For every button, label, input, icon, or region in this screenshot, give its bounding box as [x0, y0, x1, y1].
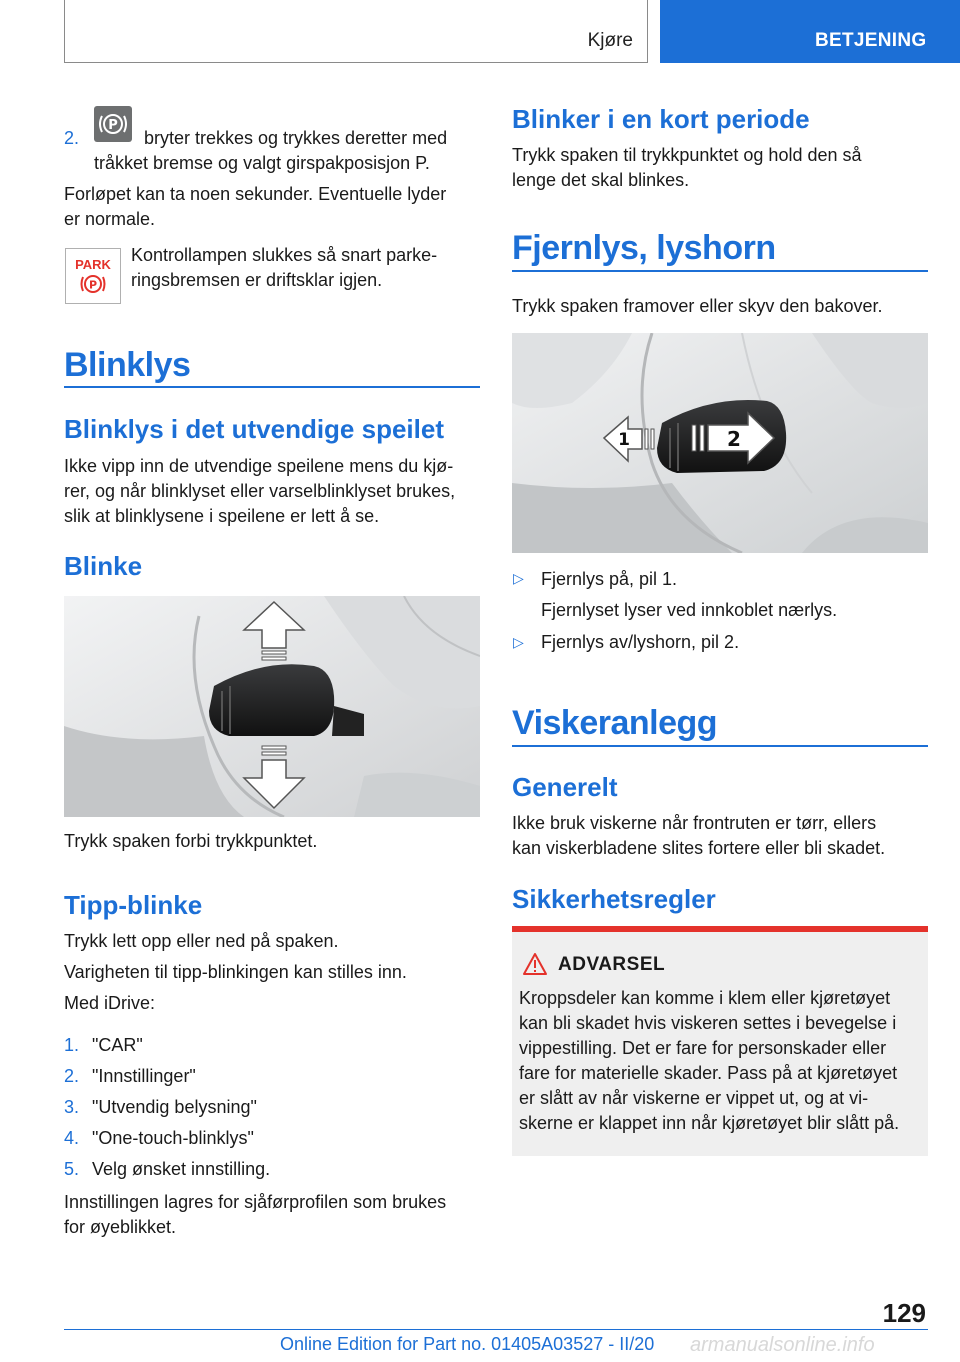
mirror-text-line3: slik at blinklysene i speilene er lett å se.	[64, 506, 380, 526]
warning-line: kan bli skadet hvis viskeren settes i bevegelse i	[519, 1013, 897, 1033]
short-line2: lenge det skal blinkes.	[512, 170, 690, 190]
list-item-text: "One-touch-blinklys"	[92, 1128, 254, 1148]
heading-rule	[64, 386, 480, 388]
watermark: armanualsonline.info	[690, 1334, 875, 1356]
header-chapter-tab[interactable]	[660, 0, 960, 63]
park-text-line2: ringsbremsen er driftsklar igjen.	[131, 270, 383, 290]
park-text-line1: Kontrollampen slukkes så snart parke‐	[131, 245, 438, 265]
heading-rule	[512, 270, 928, 272]
tipp-line2: Varigheten til tipp-blinkingen kan stilles inn.	[64, 962, 407, 982]
bullet-triangle-icon: ▷	[513, 570, 524, 586]
footer-rule	[64, 1329, 928, 1330]
list-item-text: "CAR"	[92, 1035, 143, 1055]
park-indicator-icon	[65, 248, 121, 304]
warning-line: vippestilling. Det er fare for personskader eller	[519, 1038, 887, 1058]
heading-fjernlys: Fjernlys, lyshorn	[512, 229, 776, 267]
bullet-1-subtext: Fjernlyset lyser ved innkoblet nærlys.	[541, 600, 838, 620]
step-2-number: 2.	[64, 128, 80, 148]
list-item-text: Velg ønsket innstilling.	[92, 1159, 271, 1179]
list-item-number: 2.	[64, 1066, 80, 1086]
arrow-2-label: 2	[727, 427, 741, 451]
warning-bar	[512, 926, 928, 932]
mirror-text-line1: Ikke vipp inn de utvendige speilene mens du kjø‐	[64, 456, 454, 476]
header-section-label: Kjøre	[587, 30, 633, 51]
footer-edition: Online Edition for Part no. 01405A03527 - II/20	[280, 1334, 655, 1354]
list-item-number: 1.	[64, 1035, 80, 1055]
svg-text:P: P	[88, 278, 98, 292]
note-line1: Forløpet kan ta noen sekunder. Eventuelle lyder	[64, 184, 447, 204]
blinke-caption: Trykk spaken forbi trykkpunktet.	[64, 831, 318, 851]
list-item-number: 3.	[64, 1097, 80, 1117]
heading-rule	[512, 745, 928, 747]
bullet-triangle-icon: ▷	[513, 634, 524, 650]
list-item-number: 5.	[64, 1159, 80, 1179]
note-line2: er normale.	[64, 209, 156, 229]
warning-line: fare for materielle skader. Pass på at kjøretøyet	[519, 1063, 898, 1083]
list-item-text: "Utvendig belysning"	[92, 1097, 257, 1117]
short-line1: Trykk spaken til trykkpunktet og hold den så	[512, 145, 862, 165]
step-2-text-line1: bryter trekkes og trykkes deretter med	[144, 128, 448, 148]
warning-line: Kroppsdeler kan komme i klem eller kjøretøyet	[519, 988, 891, 1008]
heading-sikkerhetsregler: Sikkerhetsregler	[512, 884, 716, 914]
save-line2: for øyeblikket.	[64, 1217, 177, 1237]
header-chapter-label: BETJENING	[815, 30, 927, 51]
generelt-line1: Ikke bruk viskerne når frontruten er tørr, ellers	[512, 813, 877, 833]
list-item-number: 4.	[64, 1128, 80, 1148]
turn-signal-lever-figure	[64, 596, 480, 817]
heading-viskeranlegg: Viskeranlegg	[512, 704, 718, 742]
high-beam-lever-figure	[512, 333, 928, 553]
warning-line: er slått av når viskerne er vippet ut, og at vi‐	[519, 1088, 869, 1108]
bullet-2-text: Fjernlys av/lyshorn, pil 2.	[541, 632, 740, 652]
step-2-text-line2: tråkket bremse og valgt girspakposisjon P.	[94, 153, 430, 173]
header-section-box	[64, 0, 648, 63]
mirror-text-line2: rer, og når blinklyset eller varselblinklyset brukes,	[64, 481, 456, 501]
save-line1: Innstillingen lagres for sjåførprofilen som brukes	[64, 1192, 447, 1212]
warning-box	[512, 926, 928, 1156]
warning-triangle-icon	[522, 952, 548, 976]
tipp-line1: Trykk lett opp eller ned på spaken.	[64, 931, 339, 951]
parking-brake-switch-icon	[94, 106, 132, 142]
list-item-text: "Innstillinger"	[92, 1066, 196, 1086]
heading-short-blink: Blinker i en kort periode	[512, 104, 810, 134]
park-indicator-label: PARK	[75, 257, 111, 272]
svg-text:P: P	[108, 118, 118, 133]
generelt-line2: kan viskerbladene slites fortere eller bli skadet.	[512, 838, 886, 858]
heading-blinklys: Blinklys	[64, 346, 191, 384]
warning-title: ADVARSEL	[558, 954, 666, 975]
heading-tipp-blinke: Tipp-blinke	[64, 890, 203, 920]
heading-mirror-indicators: Blinklys i det utvendige speilet	[64, 414, 444, 444]
heading-blinke: Blinke	[64, 551, 143, 581]
bullet-1-text: Fjernlys på, pil 1.	[541, 569, 678, 589]
tipp-line3: Med iDrive:	[64, 993, 156, 1013]
page-number: 129	[882, 1298, 926, 1328]
warning-line: skerne er klappet inn når kjøretøyet blir slått på.	[519, 1113, 900, 1133]
arrow-1-label: 1	[618, 430, 630, 450]
heading-generelt: Generelt	[512, 772, 618, 802]
fjern-text: Trykk spaken framover eller skyv den bakover.	[512, 296, 883, 316]
